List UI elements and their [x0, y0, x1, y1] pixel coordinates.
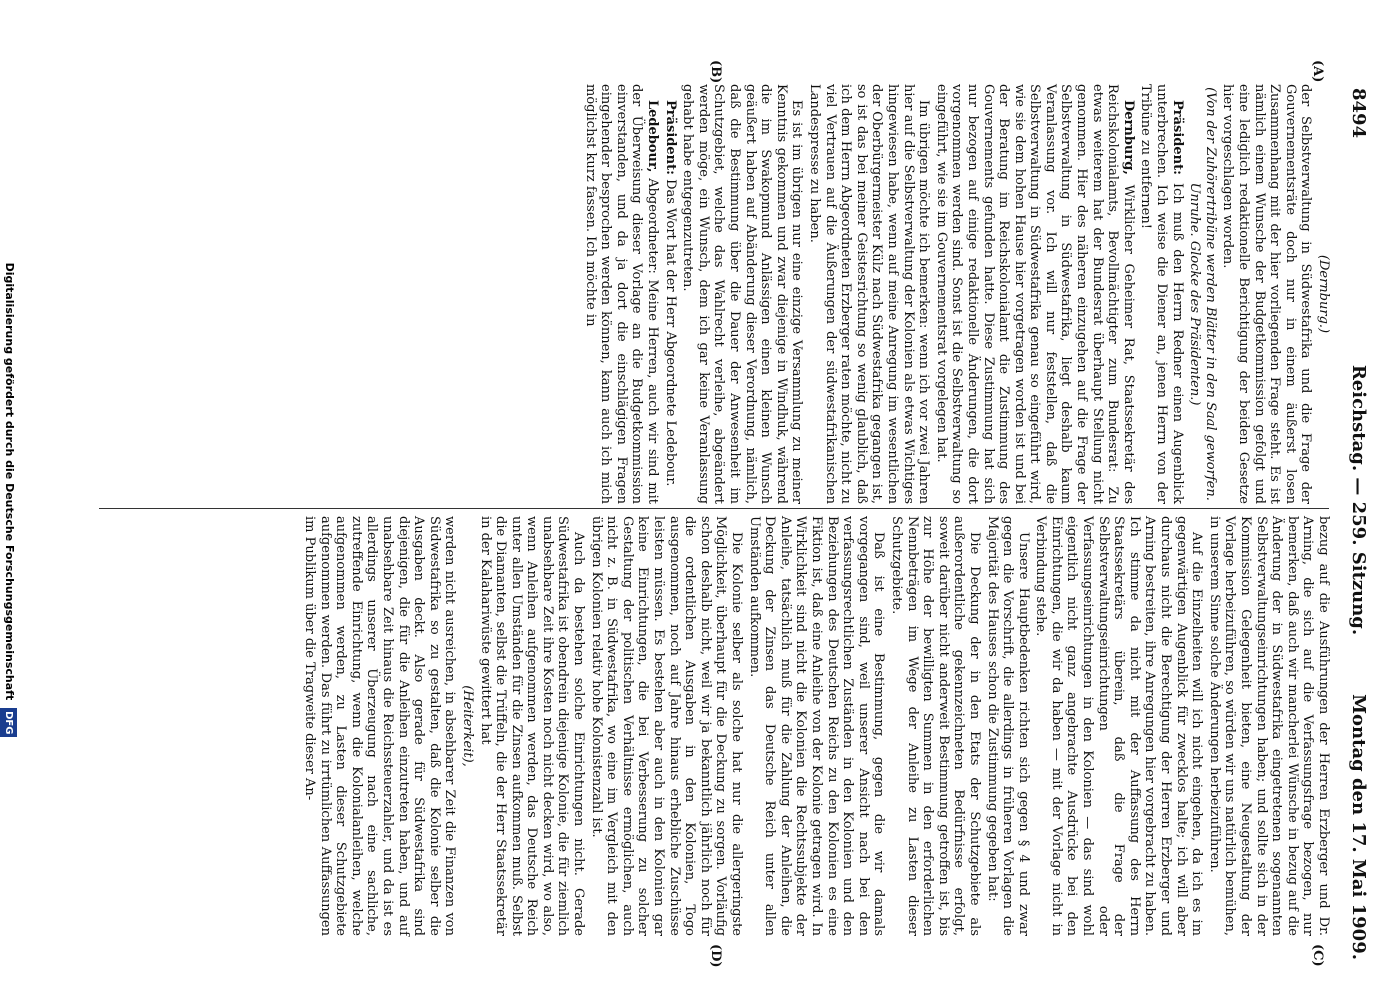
speaker-label: Dernburg,	[1120, 100, 1136, 175]
right-column	[299, 516, 1331, 936]
running-title: Reichstag. — 259. Sitzung.	[1348, 364, 1369, 636]
dfg-logo: DFG	[0, 708, 17, 737]
margin-marker-c: (C)	[1310, 944, 1325, 967]
paragraph: Daß ist eine Bestimmung, gegen die wir damals vorgegangen sind, weil unserer Ansicht nach bei den verfassungsrechtlichen Zuständen in den Kolonien und den Beziehungen des Deutschen Reichs zu den Kolonien es eine Fiktion ist, daß eine Anleihe von der Kolonie getragen wird. In Wirklichkeit sind nicht die Kolonien die Rechtssubjekte der Anleihe, tatsächlich muß für die Zahlung der Anleihen, die Deckung der Zinsen das Deutsche Reich unter allen Umständen aufkommen.	[746, 516, 887, 936]
stage-direction: (Heiterkeit),	[459, 685, 475, 767]
quoted-paragraph: Die Deckung der in den Etats der Schutzgebiete als außerordentliche gekennzeichneten Bedürfnisse erfolgt, soweit darüber nicht anderweit Bestimmung getroffen ist, bis zur Höhe der bewilligten Summen in den erforderlichen Nennbeträgen im Wege der Anleihe zu Lasten dieser Schutzgebiete.	[888, 516, 982, 936]
paragraph: Ledebour, Abgeordneter: Meine Herren, auch wir sind mit der Überweisung dieser Vorlage an die Budgetkommission einverstanden, und da ja dort die einschlägigen Fragen eingehender besprochen werden können, kann auch ich mich möglichst kurz fassen. Ich möchte in	[582, 84, 661, 504]
page-header	[1335, 0, 1383, 1000]
paragraph: Auch da bestehen solche Einrichtungen nicht. Gerade Südwestafrika ist obendrein diejenige Kolonie, die für ziemlich unabsehbare Zeit ihre Kosten noch nicht decken wird, wo also, wenn Anleihen aufgenommen werden, das Deutsche Reich unter allen Umständen für die Zinsen aufkommen muß. Selbst die Diamanten, selbst die Trüffeln, die der Herr Staatssekretär in der Kalahariwüste gewittert hat	[477, 516, 587, 936]
paragraph: Auf die Einzelheiten will ich nicht eingehen, da ich es im gegenwärtigen Augenblick für zwecklos halte; ich will aber durchaus nicht die Berechtigung der Herren Erzberger und Arning bestreiten, ihre Anregungen hier vorgebracht zu haben. Ich stimme da nicht mit der Auffassung des Herrn Staatssekretärs überein, daß die Frage der Selbstverwaltungseinrichtungen oder Verfassungseinrichtungen in den Kolonien — das sind wohl eigentlich nicht ganz angebrachte Ausdrücke bei den Einrichtungen, die wir da haben — mit der Vorlage nicht in Verbindung stehe.	[1033, 516, 1205, 936]
margin-marker-a: (A)	[1310, 60, 1325, 83]
paragraph: Dernburg, Wirklicher Geheimer Rat, Staatssekretär des Reichskolonialamts, Bevollmächtigter zum Bundesrat: Zu etwas weiterem hat der Bundesrat überhaupt Stellung nicht genommen. Hier des näheren einzugehen auf die Frage der Selbstverwaltung in Südwestafrika, liegt deshalb kaum Veranlassung vor. Ich will nur feststellen, daß die Selbstverwaltung in Südwestafrika genau so eingeführt wird, wie sie dem hohen Hause hier vorgetragen worden ist und bei der Beratung im Reichskolonialamt die Zustimmung des Gouvernements gefunden hatte. Diese Zustimmung hat sich nur bezogen auf einige redaktionelle Änderungen, die dort vorgenommen werden sind. Sonst ist die Selbstverwaltung so eingeführt, wie sie im Gouvernementsrat vorgelegen hat.	[933, 84, 1136, 504]
page-number: 8494	[1348, 88, 1369, 139]
session-date: Montag den 17. Mai 1909.	[1348, 694, 1369, 960]
left-column	[580, 84, 1331, 504]
column-divider	[99, 508, 1329, 509]
paragraph: Es ist im übrigen nur eine einzige Versammlung zu meiner Kenntnis gekommen und zwar diejenige in Windhuk, während die im Swakopmund Anlässigen einen kleinen Wunsch geäußert haben auf Abänderung dieser Verordnung, nämlich, daß die Bestimmung über die Dauer der Anwesenheit im Schutzgebiet, welche das Wahlrecht verleihe, abgeändert werden möge, ein Wunsch, dem ich gar keine Veranlassung gehabt habe entgegenzutreten.	[680, 84, 805, 504]
margin-marker-d: (D)	[708, 944, 723, 968]
paragraph: Präsident: Das Wort hat der Herr Abgeordnete Ledebour.	[662, 100, 678, 487]
paragraph: Unsere Hauptbedenken richten sich gegen § 4 und zwar gegen die Vorschrift, die allerdings in früheren Vorlagen die Majorität des Hauses schon die Zustimmung gegeben hat:	[984, 516, 1031, 936]
digitization-credit: Digitalisierung gefördert durch die Deutsche Forschungsgemeinschaft DFG	[0, 0, 18, 1000]
stage-direction: (Von der Zuhörertribüne werden Blätter in den Saal geworfen. Unruhe. Glocke des Präsidenten.)	[1187, 87, 1218, 501]
speaker-label: Präsident:	[662, 100, 678, 175]
speaker-label: Präsident:	[1169, 100, 1185, 175]
speaker-reference: (Dernburg.)	[1316, 254, 1331, 334]
paragraph: bezug auf die Ausführungen der Herren Erzberger und Dr. Arning, die sich auf die Verfassungsfrage bezogen, nur bemerken, daß auch wir mancherlei Wünsche in bezug auf die Änderung der in Südwestafrika eingetretenen sogenannten Selbstverwaltungseinrichtungen haben; und sollte sich in der Kommission Gelegenheit bieten, eine Neugestaltung der Vorlage herbeizuführen, so würden wir uns natürlich bemühen, in unserem Sinne solche Änderungen herbeizuführen.	[1206, 516, 1331, 936]
margin-marker-b: (B)	[708, 60, 723, 84]
paragraph: Im übrigen möchte ich bemerken: wenn ich vor zwei Jahren hier auf die Selbstverwaltung der Kolonien als etwas Wichtiges hingewiesen habe, wenn auf meine Anregung im wesentlichen der Oberbürgermeister Külz nach Südwestafrika gegangen ist, so ist das bei meiner Geistesrichtung so wenig glaublich, daß ich dem Herrn Abgeordneten Erzberger raten möchte, nicht zu viel Vertrauen auf die Äußerungen der südwestafrikanischen Landespresse zu haben.	[807, 84, 932, 504]
paragraph: der Selbstverwaltung in Südwestafrika und die Frage der Gouvernementsräte doch nur in einem äußerst losen Zusammenhang mit der hier vorliegenden Frage steht. Es ist nämlich einem Wunsche der Budgetkommission gefolgt und eine lediglich redaktionelle Berichtigung der beiden Gesetze hier vorgeschlagen worden.	[1220, 84, 1314, 504]
paragraph: werden nicht ausreichen, in absehbarer Zeit die Finanzen von Südwestafrika so zu gestalten, daß die Kolonie selber die Ausgaben deckt. Also gerade für Südwestafrika sind diejenigen, die für die Anleihen einzutreten haben, und auf unabsehbare Zeit hinaus die Reichssteuerzahler, und da ist es allerdings unserer Überzeugung nach eine sachliche, zutreffende Einrichtung, wenn die Kolonialanleihen, welche aufgenommen werden, zu Lasten dieser Schutzgebiete aufgenommen werden. Das führt zu irrtümlichen Auffassungen im Publikum über die Tragweite dieser An-	[302, 516, 458, 936]
speaker-label: Ledebour,	[645, 100, 661, 173]
paragraph: Die Kolonie selber als solche hat nur die allergeringste Möglichkeit, überhaupt für die Deckung zu sorgen. Vorläufig schon deshalb nicht, weil wir ja bekanntlich jährlich noch für die ordentlichen Ausgaben in den Kolonien, Togo ausgenommen, noch auf Jahre hinaus erhebliche Zuschüsse leisten müssen. Es bestehen aber auch in den Kolonien gar keine Einrichtungen, die bei Verbesserung zu solcher Gestaltung der politischen Verhältnisse ermöglichen, auch nicht z. B. in Südwestafrika, wo eine im Vergleich mit den übrigen Kolonien relativ hohe Kolonistenzahl ist.	[588, 516, 745, 936]
paragraph: Präsident: Ich muß den Herrn Redner einen Augenblick unterbrechen. Ich weise die Diener an, jenen Herrn von der Tribüne zu entfernen!	[1138, 84, 1185, 504]
